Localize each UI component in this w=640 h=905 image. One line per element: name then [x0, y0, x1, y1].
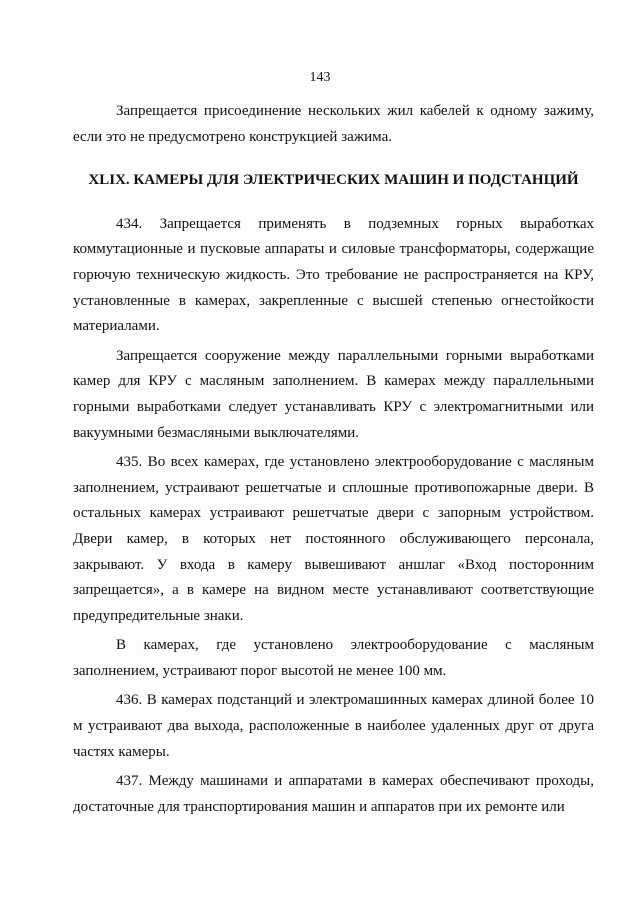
paragraph-436: 436. В камерах подстанций и электромашинных камерах длиной более 10 м устраивают два выхода, расположенные в наиболее удаленных друг от друга частях камеры. — [73, 692, 594, 760]
paragraph-435-continued: В камерах, где установлено электрооборудование с масляным заполнением, устраивают порог высотой не менее 100 мм. — [73, 637, 594, 679]
paragraph-437: 437. Между машинами и аппаратами в камерах обеспечивают проходы, достаточные для транспортирования машин и аппаратов при их ремонте или — [73, 773, 594, 815]
paragraph-434-continued: Запрещается сооружение между параллельными горными выработками камер для КРУ с масляным заполнением. В камерах между параллельными горными выработками следует устанавливать КРУ с электромагнитными или вакуумными безмасляными выключателями. — [73, 347, 594, 441]
paragraph-435: 435. Во всех камерах, где установлено электрооборудование с масляным заполнением, устраивают решетчатые и сплошные противопожарные двери. В остальных камерах устраивают решетчатые двери с запорным устройством. Двери камер, в которых нет постоянного обслуживающего персонала, закрывают. У входа в камеру вывешивают аншлаг «Вход посторонним запрещается», а в камере на видном месте устанавливают соответствующие предупредительные знаки. — [73, 454, 594, 624]
paragraph-434: 434. Запрещается применять в подземных горных выработках коммутационные и пусковые аппараты и силовые трансформаторы, содержащие горючую техническую жидкость. Это требование не распространяется на КРУ, установленные в камерах, закрепленные с высшей степенью огнестойкости материалами. — [73, 215, 594, 335]
document-body — [73, 99, 594, 820]
section-heading: XLIX. КАМЕРЫ ДЛЯ ЭЛЕКТРИЧЕСКИХ МАШИН И ПОДСТАНЦИЙ — [88, 172, 579, 189]
paragraph-intro: Запрещается присоединение нескольких жил кабелей к одному зажиму, если это не предусмотрено конструкцией зажима. — [73, 103, 594, 145]
page-number: 143 — [309, 70, 331, 85]
